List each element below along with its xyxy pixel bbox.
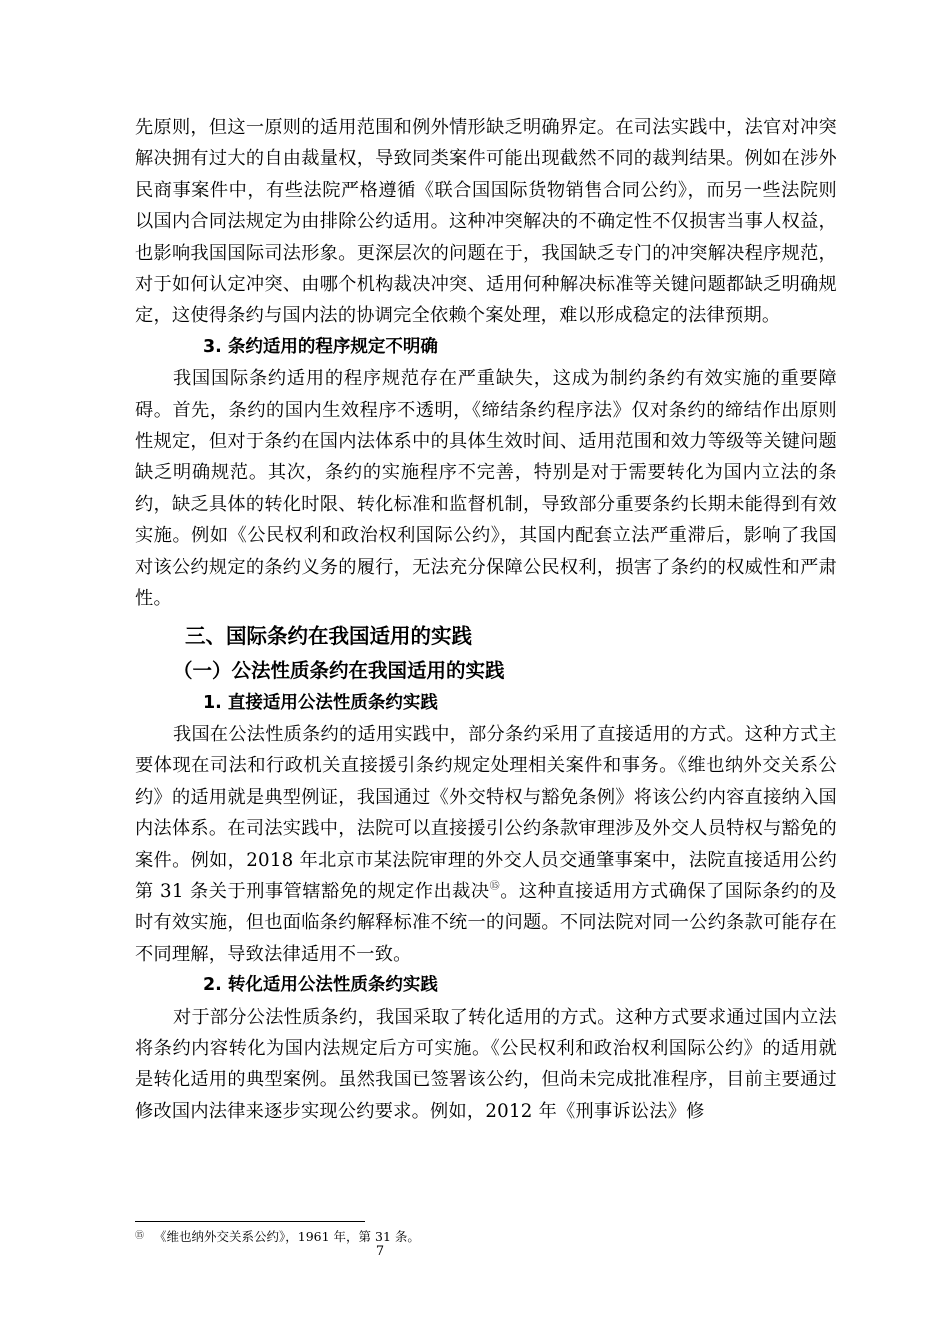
heading-direct-application: 1. 直接适用公法性质条约实践 [203,692,438,713]
paragraph-transformation-application: 对于部分公法性质条约，我国采取了转化适用的方式。这种方式要求通过国内立法将条约内容转化为国内法规定后方可实施。《公民权利和政治权利国际公约》的适用就是转化适用的典型案例。虽然我国已签署该公约，但尚未完成批准程序，目前主要通过修改国内法律来逐步实现公约要求。例如，2012 年《刑事诉讼法》修 [135,1006,837,1122]
paragraph-direct-application [135,719,837,970]
subsection-heading-public-law-treaties: （一）公法性质条约在我国适用的实践 [173,658,505,682]
heading-procedure-unclear: 3. 条约适用的程序规定不明确 [203,336,438,357]
heading-transformation-application: 2. 转化适用公法性质条约实践 [203,975,438,996]
document-body [135,112,837,1127]
footnote-reference[interactable]: ⑮ [489,880,501,892]
paragraph-text-after-footnote: 。这种直接适用方式确保了国际条约的及时有效实施，但也面临条约解释标准不统一的问题。不同法院对同一公约条款可能存在不同理解，导致法律适用不一致。 [135,880,837,965]
paragraph-procedure-deficiency: 我国国际条约适用的程序规范存在严重缺失，这成为制约条约有效实施的重要障碍。首先，条约的国内生效程序不透明，《缔结条约程序法》仅对条约的缔结作出原则性规定，但对于条约在国内法体系中的具体生效时间、适用范围和效力等级等关键问题缺乏明确规范。其次，条约的实施程序不完善，特别是对于需要转化为国内立法的条约，缺乏具体的转化时限、转化标准和监督机制，导致部分重要条约长期未能得到有效实施。例如《公民权利和政治权利国际公约》，其国内配套立法严重滞后，影响了我国对该公约规定的条约义务的履行，无法充分保障公民权利，损害了条约的权威性和严肃性。 [135,368,837,610]
footnote-separator [135,1221,365,1222]
paragraph-conflict-resolution: 先原则，但这一原则的适用范围和例外情形缺乏明确界定。在司法实践中，法官对冲突解决拥有过大的自由裁量权，导致同类案件可能出现截然不同的裁判结果。例如在涉外民商事案件中，有些法院严格遵循《联合国国际货物销售合同公约》，而另一些法院则以国内合同法规定为由排除公约适用。这种冲突解决的不确定性不仅损害当事人权益，也影响我国国际司法形象。更深层次的问题在于，我国缺乏专门的冲突解决程序规范，对于如何认定冲突、由哪个机构裁决冲突、适用何种解决标准等关键问题都缺乏明确规定，这使得条约与国内法的协调完全依赖个案处理，难以形成稳定的法律预期。 [135,117,837,327]
paragraph-text-before-footnote: 我国在公法性质条约的适用实践中，部分条约采用了直接适用的方式。这种方式主要体现在司法和行政机关直接援引条约规定处理相关案件和事务。《维也纳外交关系公约》的适用就是典型例证，我国通过《外交特权与豁免条例》将该公约内容直接纳入国内法体系。在司法实践中，法院可以直接援引公约条款审理涉及外交人员特权与豁免的案件。例如，2018 年北京市某法院审理的外交人员交通肇事案中，法院直接适用公约第 31 条关于刑事管辖豁免的规定作出裁决 [135,723,837,902]
section-heading-practice: 三、国际条约在我国适用的实践 [185,623,472,648]
footnote-mark: ⑮ [135,1231,145,1241]
page-number: 7 [375,1244,385,1259]
footnote-text: 《维也纳外交关系公约》，1961 年，第 31 条。 [154,1229,420,1244]
footnote [135,1228,420,1245]
